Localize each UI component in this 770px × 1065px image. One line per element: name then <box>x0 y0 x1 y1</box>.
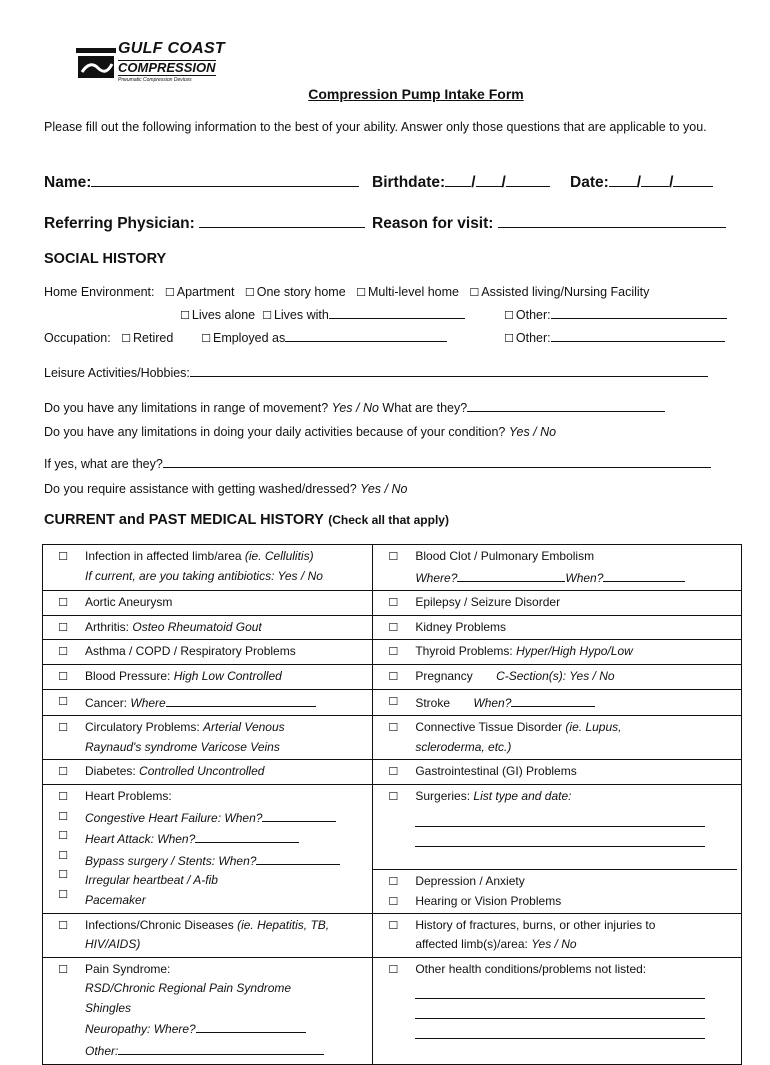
other-conditions-line-2[interactable] <box>415 999 705 1019</box>
employed-as-field[interactable] <box>285 327 447 342</box>
arthritis-checkbox[interactable]: ☐ <box>58 620 68 634</box>
name-field[interactable] <box>91 172 359 187</box>
home-other-row: ☐ Other: <box>504 304 727 322</box>
assisted-living-checkbox[interactable]: ☐ <box>469 286 480 299</box>
medical-history-heading: CURRENT and PAST MEDICAL HISTORY (Check all that apply) <box>44 512 449 528</box>
referring-label: Referring Physician: <box>44 215 195 232</box>
cancer-checkbox[interactable]: ☐ <box>58 694 68 708</box>
neuropathy-where-field[interactable] <box>196 1018 306 1033</box>
home-environment-label: Home Environment: <box>44 285 155 299</box>
home-environment-row-2: ☐ Lives alone ☐ Lives with <box>180 304 465 322</box>
infectious-checkbox[interactable]: ☐ <box>58 918 68 932</box>
daily-activities-yes-no[interactable]: Yes / No <box>508 425 557 439</box>
occupation-row: Occupation: ☐ Retired ☐ Employed as <box>44 327 447 345</box>
surgeries-checkbox[interactable]: ☐ <box>388 789 399 803</box>
fractures-checkbox[interactable]: ☐ <box>388 918 399 932</box>
apartment-checkbox[interactable]: ☐ <box>164 286 175 299</box>
clot-where-field[interactable] <box>457 567 565 582</box>
home-other-checkbox[interactable]: ☐ <box>504 309 514 322</box>
name-row <box>44 172 359 192</box>
birthdate-month-field[interactable] <box>445 172 471 187</box>
table-row: ☐ Cancer: Where ☐ Stroke When? <box>43 689 742 716</box>
depression-checkbox[interactable]: ☐ <box>388 874 399 888</box>
lives-alone-checkbox[interactable]: ☐ <box>180 309 190 322</box>
pain-checkbox[interactable]: ☐ <box>58 962 68 976</box>
heart-checkbox[interactable]: ☐ <box>58 789 68 803</box>
cancer-where-field[interactable] <box>166 692 316 707</box>
birthdate-label: Birthdate: <box>372 174 446 191</box>
other-conditions-line-1[interactable] <box>415 979 705 999</box>
range-movement-row: Do you have any limitations in range of movement? Yes / No What are they? <box>44 397 665 415</box>
range-movement-yes-no[interactable]: Yes / No <box>331 401 379 415</box>
bypass-when-field[interactable] <box>256 850 340 865</box>
table-row: ☐ Circulatory Problems: Arterial Venous Raynaud's syndrome Varicose Veins ☐ Connective Tissue Disorder (ie. Lupus, scleroderma, etc.) <box>43 716 742 760</box>
diabetes-checkbox[interactable]: ☐ <box>58 765 68 779</box>
pregnancy-checkbox[interactable]: ☐ <box>388 669 399 683</box>
limitations-detail-row: If yes, what are they? <box>44 453 711 471</box>
irregular-heartbeat-checkbox[interactable]: ☐ <box>58 868 68 882</box>
bypass-checkbox[interactable]: ☐ <box>58 848 68 862</box>
range-movement-field[interactable] <box>467 397 665 412</box>
birthdate-row: Birthdate: / / <box>372 172 550 192</box>
retired-checkbox[interactable]: ☐ <box>121 332 132 345</box>
form-title: Compression Pump Intake Form <box>308 86 524 102</box>
leisure-row <box>44 362 708 380</box>
lives-with-checkbox[interactable]: ☐ <box>262 309 272 322</box>
heart-attack-when-field[interactable] <box>195 828 299 843</box>
intro-text: Please fill out the following information to the best of your ability. Answer only those questions that are applicable to you. <box>44 120 707 134</box>
reason-label: Reason for visit: <box>372 215 494 232</box>
assistance-yes-no[interactable]: Yes / No <box>360 482 408 496</box>
asthma-checkbox[interactable]: ☐ <box>58 645 68 659</box>
gi-checkbox[interactable]: ☐ <box>388 765 399 779</box>
stroke-when-field[interactable] <box>511 692 595 707</box>
company-logo: GULF COAST COMPRESSION Pneumatic Compression Devices <box>76 40 226 84</box>
other-conditions-checkbox[interactable]: ☐ <box>388 962 399 976</box>
date-row: Date: / / <box>570 172 713 192</box>
heart-attack-checkbox[interactable]: ☐ <box>58 829 68 843</box>
occupation-other-checkbox[interactable]: ☐ <box>504 332 514 345</box>
blood-pressure-checkbox[interactable]: ☐ <box>58 669 68 683</box>
referring-row <box>44 213 365 233</box>
occupation-other-field[interactable] <box>551 327 725 342</box>
birthdate-year-field[interactable] <box>506 172 550 187</box>
kidney-checkbox[interactable]: ☐ <box>388 620 399 634</box>
daily-activities-row: Do you have any limitations in doing your daily activities because of your condition? Yes / No <box>44 425 557 439</box>
reason-row <box>372 213 726 233</box>
date-label: Date: <box>570 174 609 191</box>
stroke-checkbox[interactable]: ☐ <box>388 694 399 708</box>
epilepsy-checkbox[interactable]: ☐ <box>388 596 399 610</box>
logo-emblem-icon <box>76 42 116 80</box>
lives-with-field[interactable] <box>329 304 465 319</box>
leisure-field[interactable] <box>190 362 708 377</box>
blood-clot-checkbox[interactable]: ☐ <box>388 550 399 563</box>
social-history-heading: SOCIAL HISTORY <box>44 251 167 267</box>
chf-checkbox[interactable]: ☐ <box>58 809 68 823</box>
home-other-field[interactable] <box>551 304 727 319</box>
reason-field[interactable] <box>498 213 726 228</box>
occupation-other-row: ☐ Other: <box>504 327 725 345</box>
table-row: ☐ Aortic Aneurysm ☐ Epilepsy / Seizure Disorder <box>43 591 742 616</box>
name-label: Name: <box>44 174 92 191</box>
occupation-label: Occupation: <box>44 331 111 345</box>
leisure-label: Leisure Activities/Hobbies: <box>44 366 190 380</box>
table-row: ☐ Infections/Chronic Diseases (ie. Hepatitis, TB, HIV/AIDS) ☐ History of fractures, burns, or other injuries to affected limb(s)/area: Yes / No <box>43 913 742 957</box>
table-row: ☐ Pain Syndrome: RSD/Chronic Regional Pain Syndrome Shingles Neuropathy: Where? Other: ☐ Other health conditions/problems not listed: <box>43 957 742 1064</box>
infection-checkbox[interactable]: ☐ <box>58 550 68 563</box>
date-year-field[interactable] <box>673 172 713 187</box>
surgeries-line-2[interactable] <box>415 827 705 847</box>
pain-other-field[interactable] <box>118 1040 324 1055</box>
referring-field[interactable] <box>199 213 365 228</box>
pacemaker-checkbox[interactable]: ☐ <box>58 887 68 901</box>
one-story-checkbox[interactable]: ☐ <box>244 286 255 299</box>
home-environment-row: Home Environment: ☐ Apartment ☐ One story home ☐ Multi-level home ☐ Assisted living/Nursing Facility <box>44 285 650 299</box>
chf-when-field[interactable] <box>262 807 336 822</box>
table-row: ☐ Infection in affected limb/area (ie. Cellulitis) If current, are you taking antibiotics: Yes / No ☐ Blood Clot / Pulmonary Embolism Where? When? <box>43 545 742 591</box>
table-row: ☐ Asthma / COPD / Respiratory Problems ☐ Thyroid Problems: Hyper/High Hypo/Low <box>43 640 742 665</box>
birthdate-day-field[interactable] <box>476 172 502 187</box>
surgeries-line-1[interactable] <box>415 807 705 827</box>
clot-when-field[interactable] <box>603 567 685 582</box>
medical-history-table <box>42 544 742 1065</box>
table-row: ☐ Blood Pressure: High Low Controlled ☐ Pregnancy C-Section(s): Yes / No <box>43 664 742 689</box>
limitations-detail-field[interactable] <box>163 453 711 468</box>
table-row: ☐ ☐ ☐ ☐ ☐ ☐ Heart Problems: Congestive Heart Failure: When? Heart Attack: When? Bypass surgery / Stents: When? Irregular heartbeat / A-fib Pacemaker ☐ ☐ ☐ Surgeries: List type and date: Depression / Anxiety Hearing or Vision Problems <box>43 784 742 913</box>
table-row: ☐ Diabetes: Controlled Uncontrolled ☐ Gastrointestinal (GI) Problems <box>43 760 742 785</box>
thyroid-checkbox[interactable]: ☐ <box>388 645 399 659</box>
date-month-field[interactable] <box>609 172 637 187</box>
table-row: ☐ Arthritis: Osteo Rheumatoid Gout ☐ Kidney Problems <box>43 615 742 640</box>
date-day-field[interactable] <box>641 172 669 187</box>
employed-checkbox[interactable]: ☐ <box>201 332 211 345</box>
other-conditions-line-3[interactable] <box>415 1019 705 1039</box>
circulatory-checkbox[interactable]: ☐ <box>58 721 68 735</box>
aortic-checkbox[interactable]: ☐ <box>58 596 68 610</box>
assistance-row: Do you require assistance with getting washed/dressed? Yes / No <box>44 482 408 496</box>
multi-level-checkbox[interactable]: ☐ <box>356 286 366 299</box>
connective-checkbox[interactable]: ☐ <box>388 721 399 735</box>
hearing-checkbox[interactable]: ☐ <box>388 894 399 908</box>
